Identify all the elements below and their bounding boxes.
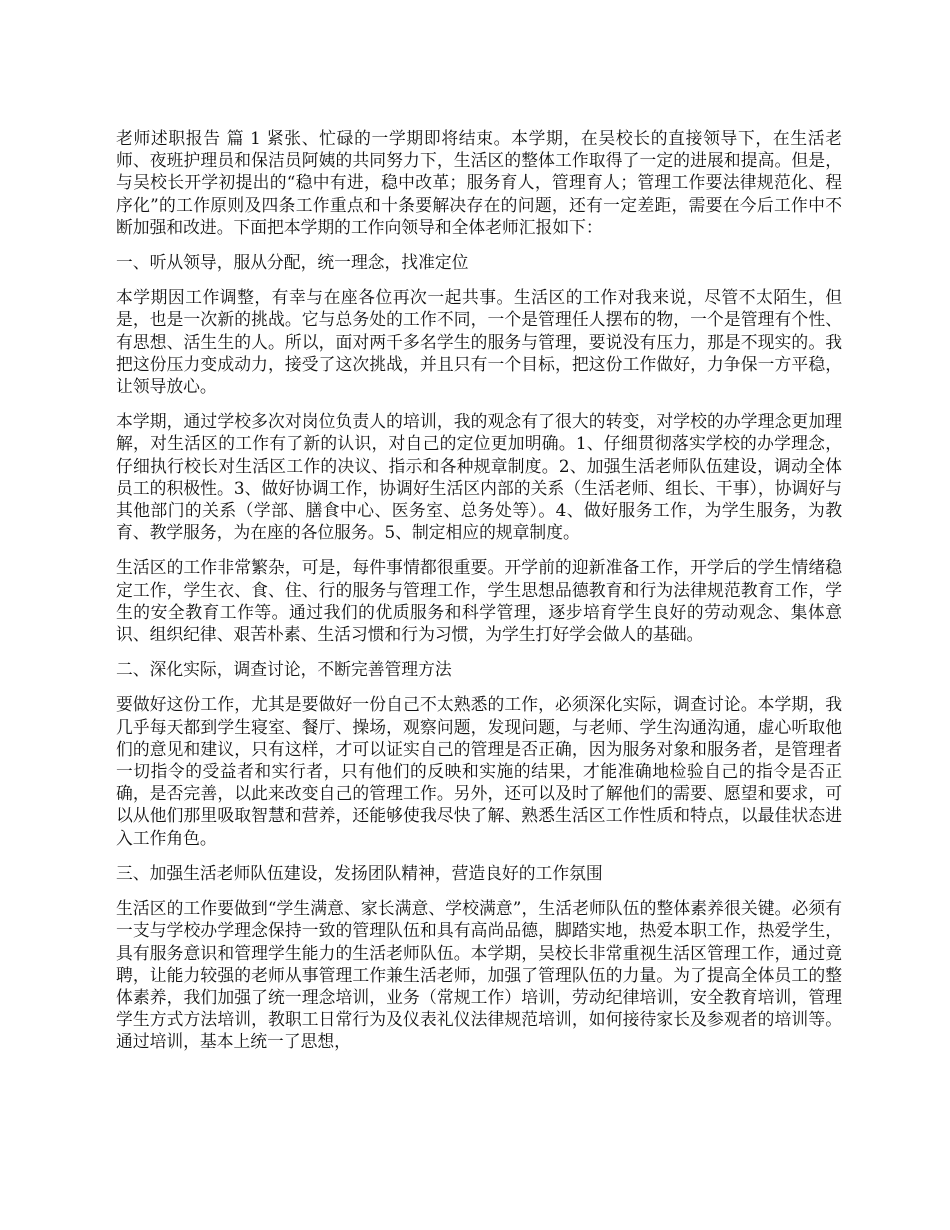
body-paragraph: 生活区的工作要做到“学生满意、家长满意、学校满意”，生活老师队伍的整体素养很关键。必须有一支与学校办学理念保持一致的管理队伍和具有高尚品德，脚踏实地，热爱本职工作，热爱学生，具有服务意识和管理学生能力的生活老师队伍。本学期，吴校长非常重视生活区管理工作，通过竟聘，让能力较强的老师从事管理工作兼生活老师，加强了管理队伍的力量。为了提高全体员工的整体素养，我们加强了统一理念培训，业务（常规工作）培训，劳动纪律培训，安全教育培训，管理学生方式方法培训，教职工日常行为及仪表礼仪法律规范培训，如何接待家长及参观者的培训等。通过培训，基本上统一了思想， bbox=[116, 898, 842, 1052]
body-paragraph: 要做好这份工作，尤其是要做好一份自己不太熟悉的工作，必须深化实际，调查讨论。本学期，我几乎每天都到学生寝室、餐厅、操场，观察问题，发现问题，与老师、学生沟通沟通，虚心听取他们的意见和建议，只有这样，才可以证实自己的管理是否正确，因为服务对象和服务者，是管理者一切指令的受益者和实行者，只有他们的反映和实施的结果，才能准确地检验自己的指令是否正确，是否完善，以此来改变自己的管理工作。另外，还可以及时了解他们的需要、愿望和要求，可以从他们那里吸取智慧和营养，还能够使我尽快了解、熟悉生活区工作性质和特点，以最佳状态进入工作角色。 bbox=[116, 694, 842, 848]
intro-paragraph: 老师述职报告 篇 1 紧张、忙碌的一学期即将结束。本学期，在吴校长的直接领导下，在生活老师、夜班护理员和保洁员阿姨的共同努力下，生活区的整体工作取得了一定的进展和提高。但是，与吴校长开学初提出的“稳中有进，稳中改革；服务育人，管理育人；管理工作要法律规范化、程序化”的工作原则及四条工作重点和十条要解决存在的问题，还有一定差距，需要在今后工作中不断加强和改进。下面把本学期的工作向领导和全体老师汇报如下： bbox=[116, 128, 842, 237]
section-heading-3: 三、加强生活老师队伍建设，发扬团队精神，营造良好的工作氛围 bbox=[116, 862, 603, 883]
section-heading-2: 二、深化实际，调查讨论，不断完善管理方法 bbox=[116, 659, 452, 680]
document-body bbox=[116, 127, 842, 1066]
body-paragraph: 生活区的工作非常繁杂，可是，每件事情都很重要。开学前的迎新准备工作，开学后的学生情绪稳定工作，学生衣、食、住、行的服务与管理工作，学生思想品德教育和行为法律规范教育工作，学生的安全教育工作等。通过我们的优质服务和科学管理，逐步培育学生良好的劳动观念、集体意识、组织纪律、艰苦朴素、生活习惯和行为习惯，为学生打好学会做人的基础。 bbox=[116, 557, 842, 645]
body-paragraph: 本学期，通过学校多次对岗位负责人的培训，我的观念有了很大的转变，对学校的办学理念更加理解，对生活区的工作有了新的认识，对自己的定位更加明确。1、仔细贯彻落实学校的办学理念，仔细执行校长对生活区工作的决议、指示和各种规章制度。2、加强生活老师队伍建设，调动全体员工的积极性。3、做好协调工作，协调好生活区内部的关系（生活老师、组长、干事），协调好与其他部门的关系（学部、膳食中心、医务室、总务处等）。4、做好服务工作，为学生服务，为教育、教学服务，为在座的各位服务。5、制定相应的规章制度。 bbox=[116, 411, 842, 543]
body-paragraph: 本学期因工作调整，有幸与在座各位再次一起共事。生活区的工作对我来说，尽管不太陌生，但是，也是一次新的挑战。它与总务处的工作不同，一个是管理任人摆布的物，一个是管理有个性、有思想、活生生的人。所以，面对两千多名学生的服务与管理，要说没有压力，那是不现实的。我把这份压力变成动力，接受了这次挑战，并且只有一个目标，把这份工作做好，力争保一方平稳，让领导放心。 bbox=[116, 287, 842, 397]
section-heading-1: 一、听从领导，服从分配，统一理念，找准定位 bbox=[116, 252, 469, 273]
